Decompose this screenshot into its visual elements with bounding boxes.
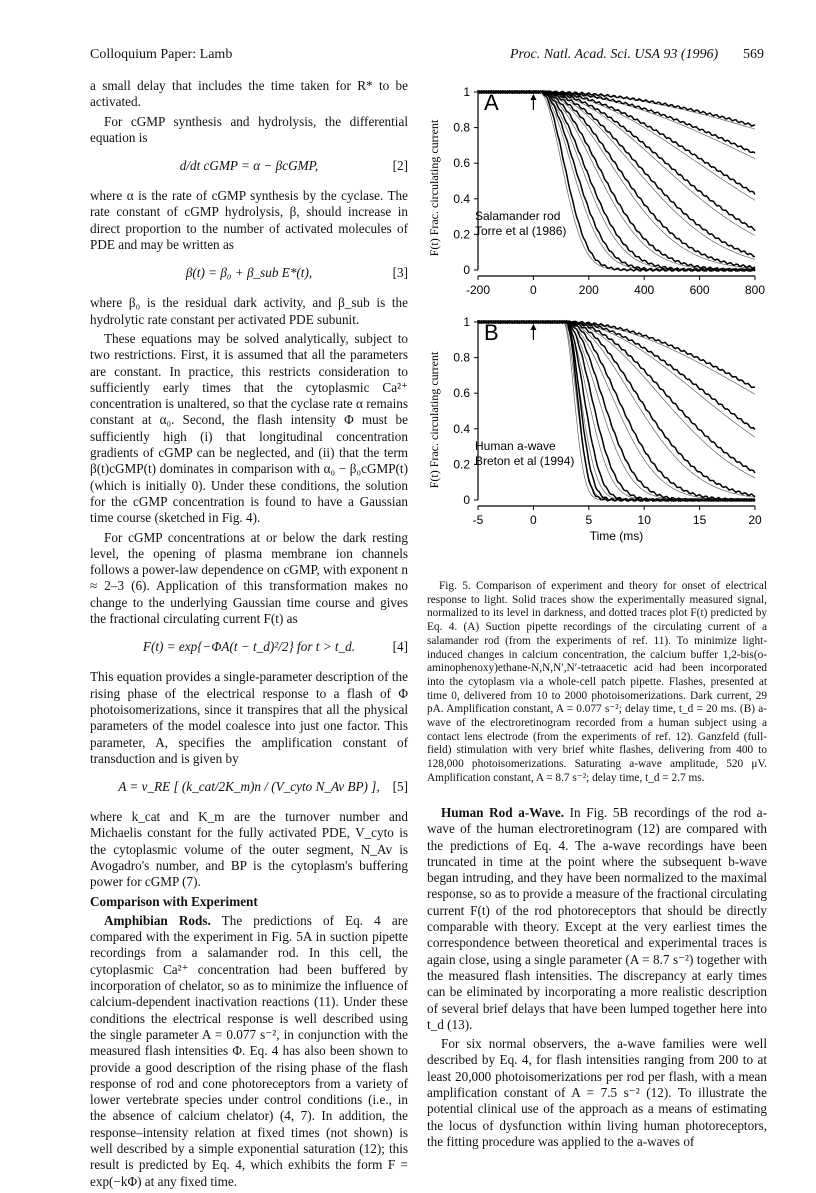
equation-number: [2] <box>392 158 408 174</box>
panel-annotation: Breton et al (1994) <box>475 454 575 468</box>
y-axis-label: F(t) Frac. circulating current <box>427 119 441 257</box>
equation-3 <box>90 257 408 291</box>
paragraph-text: The predictions of Eq. 4 are compared with the experiment in Fig. 5A in suction pipette recordings from a salamander rod. In this cell, the cytoplasmic Ca²⁺ concentration had been buffered by incorporation of chelator, so as to minimize the influence of calcium-dependent inactivation reactions (11). Under these conditions the electrical response is well described using the single parameter A = 0.077 s⁻², in conjunction with the measured flash intensities Φ. Eq. 4 has also been shown to provide a good description of the rising phase of the flash response of rod and cone photoreceptors from a variety of lower vertebrate species under control conditions (i.e., in the absence of calcium chelator) (4, 7). In addition, the response–intensity relation at fixed times (not shown) is well described by a simple exponential saturation (12); this result is predicted by Eq. 4, which exhibits the form F = exp(−kΦ) at any fixed time. <box>90 912 409 1189</box>
experimental-trace <box>478 321 755 388</box>
x-tick-label: 600 <box>689 283 710 297</box>
equation-number: [4] <box>392 639 408 655</box>
flash-arrow-head <box>530 324 536 330</box>
panel-letter: B <box>484 320 499 345</box>
y-tick-label: 0.4 <box>453 421 470 436</box>
y-tick-label: 1 <box>463 85 470 99</box>
x-tick-label: -5 <box>472 513 484 527</box>
y-tick-label: 0.8 <box>453 350 470 365</box>
y-tick-label: 0 <box>463 263 470 277</box>
page-number: 569 <box>743 47 764 62</box>
paragraph: This equation provides a single-parameter description of the rising phase of the electrical response to a flash of Φ photoisomerizations, since it transpires that all the physical parameters of the model coalesce into just one factor. This parameter, A, specifies the amplification constant of transduction and is given by <box>90 669 408 766</box>
y-tick-label: 0.8 <box>453 120 470 135</box>
equation-2 <box>90 150 408 184</box>
y-tick-label: 0.2 <box>453 457 470 472</box>
experimental-trace <box>478 91 755 271</box>
left-column <box>90 78 408 1193</box>
x-tick-label: -200 <box>465 283 491 297</box>
y-tick-label: 0.6 <box>453 386 470 401</box>
paragraph: a small delay that includes the time taken for R* to be activated. <box>90 78 408 110</box>
figure-5 <box>420 78 780 578</box>
paragraph: For cGMP concentrations at or below the dark resting level, the opening of plasma membrane ion channels follows a power-law dependence on cGMP, with exponent n ≈ 2–3 (6). Application of this transformation makes no change to the underlying Gaussian time course and gives the fractional circulating current F(t) as <box>90 529 408 627</box>
experimental-trace <box>478 91 755 271</box>
y-axis-label: F(t) Frac. circulating current <box>427 351 441 489</box>
x-tick-label: 15 <box>692 513 707 527</box>
y-tick-label: 0.6 <box>453 156 470 171</box>
y-tick-label: 0 <box>463 493 470 507</box>
run-in-heading: Amphibian Rods. <box>104 912 211 928</box>
x-tick-label: 0 <box>530 513 537 527</box>
section-heading: Comparison with Experiment <box>90 893 258 909</box>
journal-citation: Proc. Natl. Acad. Sci. USA 93 (1996) <box>510 47 719 62</box>
equation-number: [5] <box>392 779 408 795</box>
model-trace <box>478 92 755 270</box>
caption-text: Fig. 5. Comparison of experiment and theory for onset of electrical response to light. Solid traces show the experimentally measured signal, normalized to its level in darkness, and dotted traces plot F(t) predicted by Eq. 4. (A) Suction pipette recordings of the circulating current of a salamander rod (from the experiments of ref. 11). To minimize light-induced changes in calcium concentration, the calcium buffer 1,2-bis(o-aminophenoxy)ethane-N,N,N′,N′-tetraacetic acid had been incorporated into the cytoplasm via a whole-cell patch pipette. Flashes, presented at time 0, delivered from 10 to 2000 photoisomerizations. Dark current, 29 pA. Amplification constant, A = 0.077 s⁻²; delay time, t_d = 20 ms. (B) a-wave of the electroretinogram recorded from a human subject using a contact lens electrode (from the experiments of ref. 12). Ganzfeld (full-field) stimulation with very brief white flashes, delivering from 400 to 128,000 photoisomerizations. Saturating a-wave amplitude, 520 μV. Amplification constant, A = 8.7 s⁻²; delay time, t_d = 2.7 ms. <box>427 580 767 784</box>
experimental-trace <box>478 321 755 501</box>
equation-text: F(t) = exp{−ΦA(t − t_d)²/2} for t > t_d. <box>142 639 356 655</box>
equation-5 <box>90 771 408 805</box>
running-head: Colloquium Paper: Lamb <box>90 47 233 62</box>
experimental-trace <box>478 91 755 195</box>
paragraph <box>90 913 408 1190</box>
x-tick-label: 200 <box>578 283 599 297</box>
panel-b <box>427 315 762 543</box>
paragraph-text: In Fig. 5B recordings of the rod a-wave of the human electroretinogram (12) are compared with the predictions of Eq. 4. The a-wave recordings have been truncated in time at the point where the subsequent b-wave began intruding, and they have been normalized to the maximal response, so as to provide a measure of the fractional circulating current F(t) of the rod photoreceptors that should be directly comparable with theory. Except at the very earliest times the correspondence between theoretical and experimental traces is again close, using a single parameter (A = 8.7 s⁻²) together with the measured flash intensities. The discrepancy at early times can be eliminated by incorporating a more realistic description of several brief delays that have been lumped together here into t_d (13). <box>427 805 767 1032</box>
x-tick-label: 10 <box>637 513 651 527</box>
equation-text: A = ν_RE [ (k_cat/2K_m)n / (V_cyto N_Av BP) ], <box>118 779 380 795</box>
experimental-trace <box>478 91 755 271</box>
panel-annotation: Salamander rod <box>475 209 561 223</box>
model-trace <box>478 92 755 270</box>
paragraph: where α is the rate of cGMP synthesis by the cyclase. The rate constant of cGMP hydrolysis, β, should increase in direct proportion to the number of activated molecules of PDE and may be written as <box>90 188 408 253</box>
panel-letter: A <box>484 90 499 115</box>
panel-annotation: Torre et al (1986) <box>475 224 567 238</box>
figure-caption <box>427 580 767 786</box>
paragraph: where k_cat and K_m are the turnover number and Michaelis constant for the fully activated PDE, V_cyto is the cytoplasmic volume of the outer segment, N_Av is Avogadro's number, and BP is the cytoplasm's buffering power for cGMP (7). <box>90 809 408 890</box>
y-tick-label: 0.4 <box>453 191 470 206</box>
run-in-heading: Human Rod a-Wave. <box>441 805 565 820</box>
panel-a <box>427 85 765 297</box>
model-trace <box>478 322 755 394</box>
x-tick-label: 800 <box>744 283 766 297</box>
right-column <box>427 805 767 1153</box>
flash-arrow-head <box>530 94 536 100</box>
paragraph <box>427 805 767 1033</box>
model-trace <box>478 92 755 270</box>
paragraph: For cGMP synthesis and hydrolysis, the differential equation is <box>90 113 408 145</box>
x-tick-label: 400 <box>634 283 655 297</box>
x-axis-label: Time (ms) <box>589 529 644 543</box>
equation-number: [3] <box>392 265 408 281</box>
x-tick-label: 20 <box>748 513 762 527</box>
paragraph: These equations may be solved analytically, subject to two restrictions. First, it is assumed that all the parameters are constant. In practice, this restricts consideration to sufficiently early times that the cytoplasmic Ca²⁺ concentration is unaltered, so that the cyclase rate α remains constant at α₀. Second, the flash intensity Φ must be sufficiently high (i) that longitudinal concentration gradients of cGMP can be neglected, and (ii) that the term β(t)cGMP(t) dominates in comparison with α₀ − β₀cGMP(t) (which is initially 0). Under these conditions, the solution for the cGMP concentration is found to have a Gaussian time course (sketched in Fig. 4). <box>90 330 408 526</box>
x-tick-label: 5 <box>585 513 593 527</box>
experimental-trace <box>478 321 755 497</box>
equation-text: d/dt cGMP = α − βcGMP, <box>179 158 319 174</box>
equation-text: β(t) = β₀ + β_sub E*(t), <box>185 265 313 281</box>
x-tick-label: 0 <box>530 283 537 297</box>
equation-4 <box>90 631 408 665</box>
experimental-trace <box>478 321 755 430</box>
paragraph: For six normal observers, the a-wave families were well described by Eq. 4, for flash intensities ranging from 200 to at least 20,000 photoisomerizations per rod per flash, with a mean amplification constant of A = 7.5 s⁻² (12). To illustrate the potential clinical use of the approach as a means of estimating the locus of dysfunction within living human photoreceptors, the fitting procedure was applied to the a-waves of <box>427 1036 767 1149</box>
y-tick-label: 0.2 <box>453 227 470 242</box>
model-trace <box>478 322 755 437</box>
y-tick-label: 1 <box>463 315 470 329</box>
experimental-trace <box>478 91 755 271</box>
panel-annotation: Human a-wave <box>475 439 556 453</box>
model-trace <box>478 92 755 270</box>
paragraph: where β₀ is the residual dark activity, and β_sub is the hydrolytic rate constant per activated PDE subunit. <box>90 295 408 327</box>
